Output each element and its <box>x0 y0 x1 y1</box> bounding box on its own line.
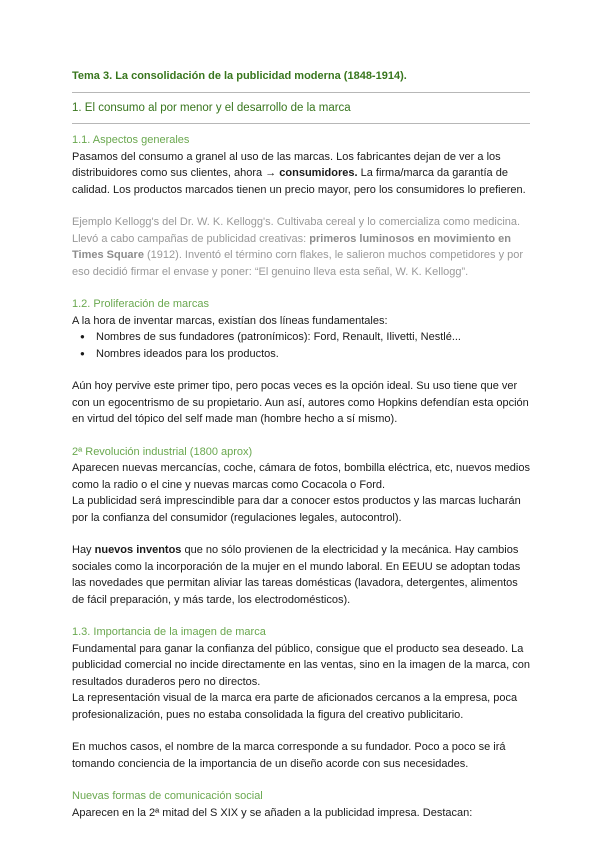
document-page <box>72 68 530 821</box>
example-paragraph: Ejemplo Kellogg's del Dr. W. K. Kellogg's. Cultivaba cereal y lo comercializa como medicina. Llevó a cabo campañas de publicidad creativas: primeros luminosos en movimiento en Times Square (1912). Inventó el término corn flakes, le salieron muchos competidores y por eso decidió firmar el envase y poner: “El genuino lleva esta señal, W. K. Kellogg”. <box>72 216 524 278</box>
subsection-heading: 2ª Revolución industrial (1800 aprox) <box>72 445 253 458</box>
paragraph: La representación visual de la marca era parte de aficionados cercanos a la empresa, poca profesionalización, pues no estaba consolidada la figura del creativo publicitario. <box>72 692 518 721</box>
paragraph: Hay nuevos inventos que no sólo provienen de la electricidad y la mecánica. Hay cambios sociales como la incorporación de la mujer en el mundo laboral. En EEUU se adoptan todas las novedades que permitan aliviar las tareas domésticas (lavadora, detergentes, alimentos de fácil preparación, y más tarde, los electrodomésticos). <box>72 544 521 606</box>
paragraph: Aún hoy pervive este primer tipo, pero pocas veces es la opción ideal. Su uso tiene que ver con un egocentrismo de su propietario. Aun así, autores como Hopkins defendían esta opción en virtud del tópico del self made man (hombre hecho a sí mismo). <box>72 380 529 425</box>
subsection-heading: Nuevas formas de comunicación social <box>72 790 263 802</box>
divider <box>72 92 530 93</box>
subsection-heading: 1.1. Aspectos generales <box>72 134 190 146</box>
paragraph: A la hora de inventar marcas, existían dos líneas fundamentales: <box>72 314 388 327</box>
paragraph: La publicidad será imprescindible para dar a conocer estos productos y las marcas lucharán por la confianza del consumidor (regulaciones legales, autocontrol). <box>72 495 521 524</box>
section-heading: 1. El consumo al por menor y el desarrollo de la marca <box>72 101 351 114</box>
document-title: Tema 3. La consolidación de la publicidad moderna (1848-1914). <box>72 70 407 82</box>
subsection-heading: 1.3. Importancia de la imagen de marca <box>72 626 266 638</box>
subsection-heading: 1.2. Proliferación de marcas <box>72 298 209 310</box>
paragraph: Fundamental para ganar la confianza del público, consigue que el producto sea deseado. La publicidad comercial no incide directamente en las ventas, sino en la imagen de la marca, con resultados duraderos pero no directos. <box>72 642 530 688</box>
paragraph: En muchos casos, el nombre de la marca corresponde a su fundador. Poco a poco se irá tomando conciencia de la importancia de un diseño acorde con sus necesidades. <box>72 741 506 770</box>
paragraph: Aparecen nuevas mercancías, coche, cámara de fotos, bombilla eléctrica, etc, nuevos medios como la radio o el cine y nuevas marcas como Cocacola o Ford. <box>72 462 530 491</box>
list-item: ● Nombres de sus fundadores (patronímicos): Ford, Renault, Ilivetti, Nestlé... <box>96 329 530 346</box>
list-item: ● Nombres ideados para los productos. <box>96 346 530 363</box>
paragraph: Pasamos del consumo a granel al uso de las marcas. Los fabricantes dejan de ver a los distribuidores como sus clientes, ahora → consumidores. La firma/marca da garantía de calidad. Los productos marcados tienen un precio mayor, pero los consumidores lo prefieren. <box>72 150 526 196</box>
bullet-list <box>72 329 530 362</box>
paragraph: Aparecen en la 2ª mitad del S XIX y se añaden a la publicidad impresa. Destacan: <box>72 806 473 819</box>
